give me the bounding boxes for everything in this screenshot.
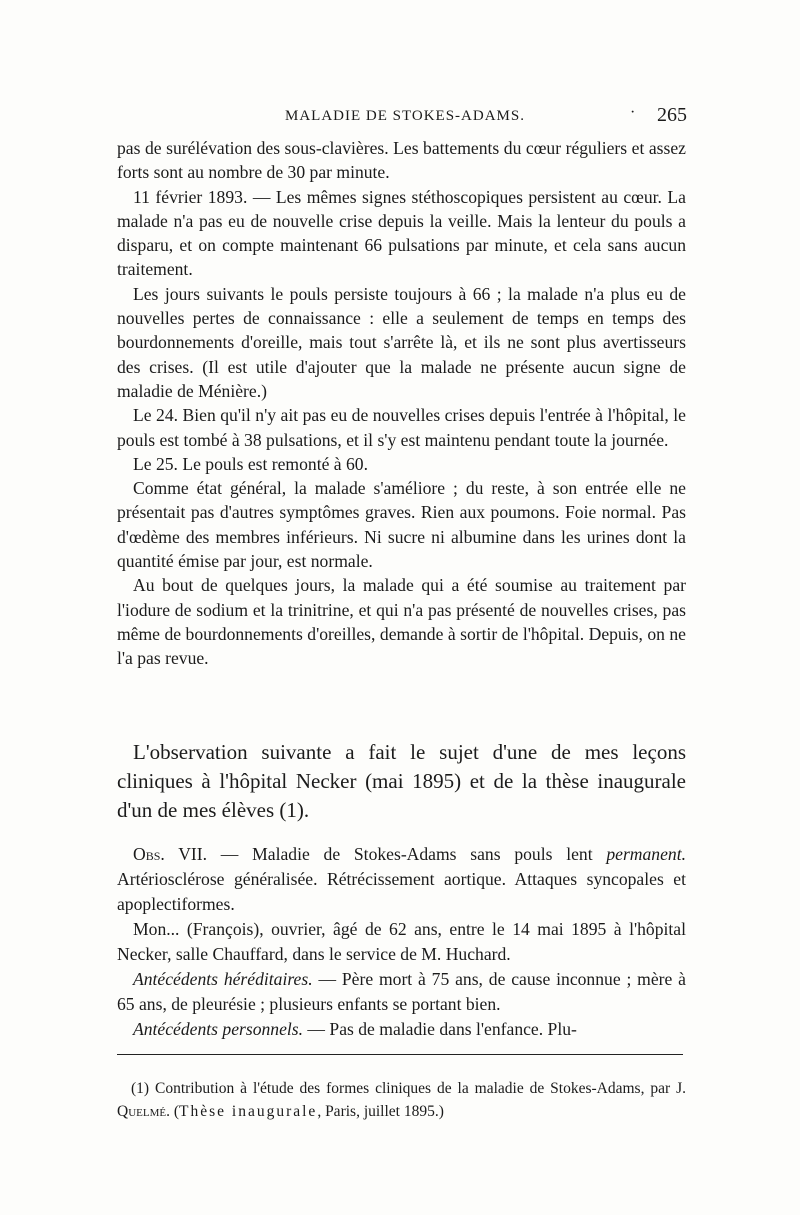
observation-hereditary [117,967,686,1017]
paragraph-4: Le 24. Bien qu'il n'y ait pas eu de nouvelles crises depuis l'entrée à l'hôpital, le pouls est tombé à 38 pulsations, et il s'y est maintenu pendant toute la journée. [117,405,686,450]
observation-summary: Artériosclérose généralisée. Rétrécissement aortique. Attaques syncopales et apoplectiformes. [117,869,686,914]
paragraph-2: 11 février 1893. — Les mêmes signes stéthoscopiques persistent au cœur. La malade n'a pas eu de nouvelle crise depuis la veille. Mais la lenteur du pouls a disparu, et on compte maintenant 66 pulsations par minute, et cela sans aucun traitement. [117,186,686,280]
footnote-text-a: Contribution à l'étude des formes cliniques de la maladie de Stokes-Adams, par J. [149,1080,686,1097]
observation-block [117,842,686,1042]
observation-personal [117,1017,686,1042]
observation-patient: Mon... (François), ouvrier, âgé de 62 ans, entre le 14 mai 1895 à l'hôpital Necker, salle Chauffard, dans le service de M. Huchard. [117,919,686,964]
header-dot: · [630,104,636,121]
page-number: 265 [657,104,687,126]
observation-heading: — Maladie de Stokes-Adams sans pouls lent [207,844,607,864]
footnote-text-b: . ( [166,1103,179,1120]
running-title: MALADIE DE STOKES-ADAMS. [285,108,525,124]
hereditary-label: Antécédents héréditaires. [133,969,313,989]
lead-paragraph: L'observation suivante a fait le sujet d'une de mes leçons cliniques à l'hôpital Necker (mai 1895) et de la thèse inaugurale d'un de mes élèves (1). [117,740,686,822]
footnote [117,1077,686,1123]
hereditary-text: — Père mort à 75 ans, de cause inconnue ; mère à 65 ans, de pleurésie ; plusieurs enfants se portant bien. [117,969,686,1014]
personal-label: Antécédents personnels. [133,1019,304,1039]
body-text [117,136,686,671]
footnote-author: Quelmé [117,1103,167,1120]
paragraph-1: pas de surélévation des sous-clavières. Les battements du cœur réguliers et assez forts sont au nombre de 30 par minute. [117,138,686,183]
footnote-these: Thèse inaugurale [179,1103,318,1120]
paragraph-7: Au bout de quelques jours, la malade qui a été soumise au traitement par l'iodure de sodium et la trinitrine, et qui n'a pas présenté de nouvelles crises, pas même de bourdonnements d'oreilles, demande à sortir de l'hôpital. Depuis, on ne l'a pas revue. [117,575,686,669]
observation-permanent: permanent. [606,844,686,864]
personal-text: — Pas de maladie dans l'enfance. Plu- [303,1019,577,1039]
paragraph-5: Le 25. Le pouls est remonté à 60. [133,453,369,474]
paragraph-6: Comme état général, la malade s'améliore ; du reste, à son entrée elle ne présentait pas d'autres symptômes graves. Rien aux poumons. Foie normal. Pas d'œdème des membres inférieurs. Ni sucre ni albumine dans les urines dont la quantité émise par jour, est normale. [117,478,686,572]
footnote-marker: (1) [131,1080,150,1097]
observation-label: Obs. VII. [133,844,208,864]
paragraph-3: Les jours suivants le pouls persiste toujours à 66 ; la malade n'a plus eu de nouvelles pertes de connaissance : elle a seulement de temps en temps des bourdonnements d'oreille, mais tout s'arrête là, et ils ne sont plus avertisseurs des crises. (Il est utile d'ajouter que la malade ne présente aucun signe de maladie de Ménière.) [117,283,686,401]
footnote-text-c: , Paris, juillet 1895.) [317,1103,444,1120]
observation-title [117,842,686,917]
footnote-rule [117,1054,683,1055]
page-header [115,104,687,130]
